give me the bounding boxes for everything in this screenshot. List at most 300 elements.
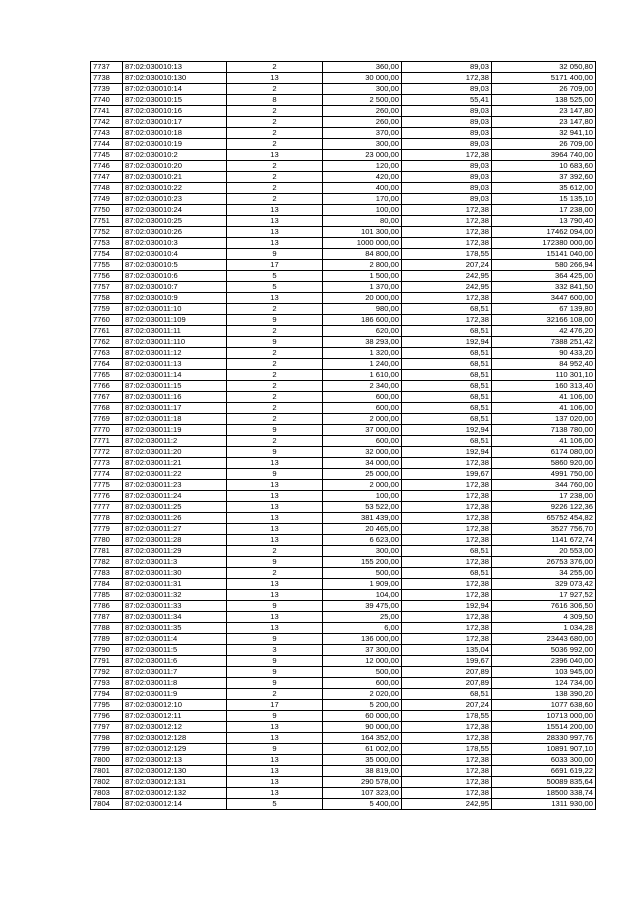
area-cell: 61 002,00 [323, 744, 402, 755]
table-row [91, 249, 596, 260]
row-number-cell: 7739 [91, 84, 123, 95]
table-row [91, 260, 596, 271]
table-row [91, 392, 596, 403]
cadastral-number-cell: 87:02:030010:17 [123, 117, 227, 128]
area-cell: 38 293,00 [323, 337, 402, 348]
area-cell: 1 610,00 [323, 370, 402, 381]
row-number-cell: 7780 [91, 535, 123, 546]
row-number-cell: 7741 [91, 106, 123, 117]
cadastral-value-cell: 28330 997,76 [492, 733, 596, 744]
rate-cell: 68,51 [402, 403, 492, 414]
area-cell: 20 000,00 [323, 293, 402, 304]
table-row [91, 403, 596, 414]
area-cell: 25,00 [323, 612, 402, 623]
table-row [91, 458, 596, 469]
rate-cell: 178,55 [402, 744, 492, 755]
row-number-cell: 7770 [91, 425, 123, 436]
rate-cell: 172,38 [402, 227, 492, 238]
area-cell: 170,00 [323, 194, 402, 205]
table-row [91, 128, 596, 139]
cadastral-value-cell: 42 476,20 [492, 326, 596, 337]
rate-cell: 172,38 [402, 293, 492, 304]
cadastral-number-cell: 87:02:030011:7 [123, 667, 227, 678]
group-code-cell: 9 [227, 711, 323, 722]
rate-cell: 68,51 [402, 392, 492, 403]
rate-cell: 192,94 [402, 425, 492, 436]
rate-cell: 172,38 [402, 766, 492, 777]
rate-cell: 172,38 [402, 557, 492, 568]
cadastral-value-cell: 1311 930,00 [492, 799, 596, 810]
cadastral-value-cell: 23 147,80 [492, 117, 596, 128]
cadastral-value-cell: 138 390,20 [492, 689, 596, 700]
cadastral-value-cell: 160 313,40 [492, 381, 596, 392]
rate-cell: 172,38 [402, 535, 492, 546]
area-cell: 2 500,00 [323, 95, 402, 106]
cadastral-number-cell: 87:02:030012:129 [123, 744, 227, 755]
area-cell: 136 000,00 [323, 634, 402, 645]
area-cell: 360,00 [323, 62, 402, 73]
cadastral-value-cell: 124 734,00 [492, 678, 596, 689]
area-cell: 186 600,00 [323, 315, 402, 326]
table-row [91, 238, 596, 249]
area-cell: 34 000,00 [323, 458, 402, 469]
cadastral-number-cell: 87:02:030010:13 [123, 62, 227, 73]
area-cell: 600,00 [323, 392, 402, 403]
area-cell: 600,00 [323, 678, 402, 689]
table-row [91, 282, 596, 293]
cadastral-value-cell: 172380 000,00 [492, 238, 596, 249]
row-number-cell: 7776 [91, 491, 123, 502]
cadastral-value-cell: 7388 251,42 [492, 337, 596, 348]
table-row [91, 381, 596, 392]
group-code-cell: 13 [227, 788, 323, 799]
table-row [91, 172, 596, 183]
group-code-cell: 2 [227, 139, 323, 150]
cadastral-number-cell: 87:02:030010:21 [123, 172, 227, 183]
area-cell: 260,00 [323, 117, 402, 128]
cadastral-value-cell: 138 525,00 [492, 95, 596, 106]
cadastral-value-table [90, 61, 596, 810]
table-row [91, 161, 596, 172]
table-row [91, 722, 596, 733]
table-row [91, 227, 596, 238]
cadastral-value-cell: 18500 338,74 [492, 788, 596, 799]
area-cell: 100,00 [323, 205, 402, 216]
cadastral-number-cell: 87:02:030011:2 [123, 436, 227, 447]
cadastral-number-cell: 87:02:030011:22 [123, 469, 227, 480]
cadastral-value-cell: 32 941,10 [492, 128, 596, 139]
row-number-cell: 7749 [91, 194, 123, 205]
rate-cell: 172,38 [402, 73, 492, 84]
rate-cell: 68,51 [402, 359, 492, 370]
rate-cell: 172,38 [402, 524, 492, 535]
cadastral-value-cell: 5036 992,00 [492, 645, 596, 656]
cadastral-number-cell: 87:02:030011:16 [123, 392, 227, 403]
cadastral-number-cell: 87:02:030011:25 [123, 502, 227, 513]
rate-cell: 68,51 [402, 546, 492, 557]
rate-cell: 68,51 [402, 689, 492, 700]
group-code-cell: 2 [227, 568, 323, 579]
cadastral-number-cell: 87:02:030012:131 [123, 777, 227, 788]
row-number-cell: 7767 [91, 392, 123, 403]
cadastral-number-cell: 87:02:030011:11 [123, 326, 227, 337]
area-cell: 23 000,00 [323, 150, 402, 161]
group-code-cell: 2 [227, 689, 323, 700]
cadastral-value-cell: 26 709,00 [492, 84, 596, 95]
row-number-cell: 7788 [91, 623, 123, 634]
area-cell: 2 800,00 [323, 260, 402, 271]
table-row [91, 95, 596, 106]
table-row [91, 634, 596, 645]
cadastral-value-cell: 3447 600,00 [492, 293, 596, 304]
rate-cell: 172,38 [402, 777, 492, 788]
area-cell: 39 475,00 [323, 601, 402, 612]
group-code-cell: 2 [227, 172, 323, 183]
rate-cell: 89,03 [402, 183, 492, 194]
row-number-cell: 7771 [91, 436, 123, 447]
table-row [91, 491, 596, 502]
cadastral-number-cell: 87:02:030011:32 [123, 590, 227, 601]
cadastral-value-cell: 9226 122,36 [492, 502, 596, 513]
cadastral-number-cell: 87:02:030011:35 [123, 623, 227, 634]
table-row [91, 788, 596, 799]
rate-cell: 55,41 [402, 95, 492, 106]
rate-cell: 172,38 [402, 216, 492, 227]
cadastral-number-cell: 87:02:030010:130 [123, 73, 227, 84]
area-cell: 620,00 [323, 326, 402, 337]
cadastral-value-cell: 26753 376,00 [492, 557, 596, 568]
group-code-cell: 2 [227, 348, 323, 359]
rate-cell: 172,38 [402, 634, 492, 645]
cadastral-number-cell: 87:02:030011:109 [123, 315, 227, 326]
row-number-cell: 7791 [91, 656, 123, 667]
table-row [91, 755, 596, 766]
group-code-cell: 2 [227, 403, 323, 414]
row-number-cell: 7758 [91, 293, 123, 304]
cadastral-number-cell: 87:02:030011:3 [123, 557, 227, 568]
row-number-cell: 7769 [91, 414, 123, 425]
rate-cell: 172,38 [402, 612, 492, 623]
group-code-cell: 13 [227, 612, 323, 623]
row-number-cell: 7790 [91, 645, 123, 656]
rate-cell: 172,38 [402, 491, 492, 502]
cadastral-number-cell: 87:02:030012:13 [123, 755, 227, 766]
table-row [91, 370, 596, 381]
rate-cell: 172,38 [402, 150, 492, 161]
area-cell: 1000 000,00 [323, 238, 402, 249]
table-row [91, 139, 596, 150]
table-row [91, 502, 596, 513]
rate-cell: 172,38 [402, 502, 492, 513]
table-row [91, 315, 596, 326]
group-code-cell: 13 [227, 205, 323, 216]
table-row [91, 271, 596, 282]
rate-cell: 242,95 [402, 799, 492, 810]
group-code-cell: 2 [227, 161, 323, 172]
cadastral-number-cell: 87:02:030011:27 [123, 524, 227, 535]
rate-cell: 192,94 [402, 337, 492, 348]
group-code-cell: 13 [227, 535, 323, 546]
area-cell: 2 340,00 [323, 381, 402, 392]
area-cell: 300,00 [323, 139, 402, 150]
area-cell: 37 300,00 [323, 645, 402, 656]
table-row [91, 447, 596, 458]
group-code-cell: 13 [227, 150, 323, 161]
table-row [91, 799, 596, 810]
row-number-cell: 7793 [91, 678, 123, 689]
area-cell: 35 000,00 [323, 755, 402, 766]
row-number-cell: 7763 [91, 348, 123, 359]
cadastral-value-cell: 7138 780,00 [492, 425, 596, 436]
row-number-cell: 7773 [91, 458, 123, 469]
table-row [91, 623, 596, 634]
area-cell: 1 240,00 [323, 359, 402, 370]
table-row [91, 612, 596, 623]
table-row [91, 425, 596, 436]
rate-cell: 89,03 [402, 139, 492, 150]
table-row [91, 568, 596, 579]
area-cell: 60 000,00 [323, 711, 402, 722]
group-code-cell: 13 [227, 238, 323, 249]
cadastral-number-cell: 87:02:030011:8 [123, 678, 227, 689]
cadastral-value-cell: 332 841,50 [492, 282, 596, 293]
cadastral-value-cell: 65752 454,82 [492, 513, 596, 524]
cadastral-number-cell: 87:02:030010:22 [123, 183, 227, 194]
group-code-cell: 9 [227, 469, 323, 480]
group-code-cell: 9 [227, 744, 323, 755]
group-code-cell: 9 [227, 656, 323, 667]
table-row [91, 579, 596, 590]
cadastral-value-cell: 580 266,94 [492, 260, 596, 271]
row-number-cell: 7747 [91, 172, 123, 183]
area-cell: 164 352,00 [323, 733, 402, 744]
cadastral-number-cell: 87:02:030010:19 [123, 139, 227, 150]
cadastral-value-cell: 5171 400,00 [492, 73, 596, 84]
area-cell: 500,00 [323, 667, 402, 678]
cadastral-value-cell: 344 760,00 [492, 480, 596, 491]
row-number-cell: 7761 [91, 326, 123, 337]
group-code-cell: 13 [227, 777, 323, 788]
cadastral-value-cell: 10891 907,10 [492, 744, 596, 755]
group-code-cell: 13 [227, 216, 323, 227]
rate-cell: 199,67 [402, 656, 492, 667]
row-number-cell: 7802 [91, 777, 123, 788]
rate-cell: 68,51 [402, 414, 492, 425]
cadastral-number-cell: 87:02:030011:5 [123, 645, 227, 656]
group-code-cell: 9 [227, 557, 323, 568]
cadastral-value-cell: 13 790,40 [492, 216, 596, 227]
rate-cell: 172,38 [402, 238, 492, 249]
cadastral-number-cell: 87:02:030011:13 [123, 359, 227, 370]
rate-cell: 68,51 [402, 326, 492, 337]
row-number-cell: 7785 [91, 590, 123, 601]
cadastral-value-cell: 137 020,00 [492, 414, 596, 425]
cadastral-value-cell: 6174 080,00 [492, 447, 596, 458]
cadastral-number-cell: 87:02:030011:6 [123, 656, 227, 667]
area-cell: 5 200,00 [323, 700, 402, 711]
cadastral-value-cell: 7616 306,50 [492, 601, 596, 612]
group-code-cell: 9 [227, 634, 323, 645]
cadastral-value-cell: 15141 040,00 [492, 249, 596, 260]
area-cell: 101 300,00 [323, 227, 402, 238]
cadastral-value-cell: 6691 619,22 [492, 766, 596, 777]
area-cell: 1 320,00 [323, 348, 402, 359]
group-code-cell: 2 [227, 546, 323, 557]
cadastral-value-cell: 20 553,00 [492, 546, 596, 557]
group-code-cell: 9 [227, 315, 323, 326]
rate-cell: 172,38 [402, 480, 492, 491]
rate-cell: 135,04 [402, 645, 492, 656]
rate-cell: 68,51 [402, 370, 492, 381]
area-cell: 84 800,00 [323, 249, 402, 260]
cadastral-number-cell: 87:02:030011:24 [123, 491, 227, 502]
group-code-cell: 2 [227, 381, 323, 392]
table-row [91, 337, 596, 348]
cadastral-value-cell: 26 709,00 [492, 139, 596, 150]
cadastral-value-cell: 50089 835,64 [492, 777, 596, 788]
table-row [91, 667, 596, 678]
group-code-cell: 13 [227, 733, 323, 744]
row-number-cell: 7755 [91, 260, 123, 271]
rate-cell: 172,38 [402, 315, 492, 326]
area-cell: 420,00 [323, 172, 402, 183]
rate-cell: 68,51 [402, 348, 492, 359]
cadastral-value-cell: 364 425,00 [492, 271, 596, 282]
rate-cell: 172,38 [402, 733, 492, 744]
rate-cell: 89,03 [402, 161, 492, 172]
rate-cell: 68,51 [402, 381, 492, 392]
rate-cell: 172,38 [402, 205, 492, 216]
row-number-cell: 7740 [91, 95, 123, 106]
cadastral-number-cell: 87:02:030010:9 [123, 293, 227, 304]
cadastral-number-cell: 87:02:030010:7 [123, 282, 227, 293]
rate-cell: 89,03 [402, 62, 492, 73]
table-row [91, 216, 596, 227]
table-row [91, 84, 596, 95]
table-row [91, 348, 596, 359]
area-cell: 600,00 [323, 403, 402, 414]
rate-cell: 172,38 [402, 513, 492, 524]
group-code-cell: 13 [227, 491, 323, 502]
table-row [91, 557, 596, 568]
group-code-cell: 2 [227, 436, 323, 447]
rate-cell: 242,95 [402, 271, 492, 282]
group-code-cell: 2 [227, 106, 323, 117]
row-number-cell: 7738 [91, 73, 123, 84]
rate-cell: 89,03 [402, 106, 492, 117]
group-code-cell: 5 [227, 282, 323, 293]
rate-cell: 68,51 [402, 304, 492, 315]
rate-cell: 199,67 [402, 469, 492, 480]
group-code-cell: 13 [227, 579, 323, 590]
cadastral-number-cell: 87:02:030010:26 [123, 227, 227, 238]
row-number-cell: 7774 [91, 469, 123, 480]
area-cell: 107 323,00 [323, 788, 402, 799]
cadastral-number-cell: 87:02:030010:15 [123, 95, 227, 106]
table-row [91, 535, 596, 546]
table-row [91, 293, 596, 304]
cadastral-value-cell: 90 433,20 [492, 348, 596, 359]
area-cell: 5 400,00 [323, 799, 402, 810]
row-number-cell: 7745 [91, 150, 123, 161]
cadastral-value-cell: 103 945,00 [492, 667, 596, 678]
row-number-cell: 7753 [91, 238, 123, 249]
group-code-cell: 2 [227, 194, 323, 205]
area-cell: 104,00 [323, 590, 402, 601]
data-table-container [90, 61, 595, 810]
group-code-cell: 5 [227, 799, 323, 810]
group-code-cell: 13 [227, 623, 323, 634]
table-row [91, 480, 596, 491]
cadastral-number-cell: 87:02:030010:14 [123, 84, 227, 95]
row-number-cell: 7759 [91, 304, 123, 315]
group-code-cell: 9 [227, 667, 323, 678]
area-cell: 2 000,00 [323, 480, 402, 491]
row-number-cell: 7748 [91, 183, 123, 194]
row-number-cell: 7781 [91, 546, 123, 557]
cadastral-number-cell: 87:02:030011:20 [123, 447, 227, 458]
row-number-cell: 7744 [91, 139, 123, 150]
row-number-cell: 7766 [91, 381, 123, 392]
cadastral-value-cell: 41 106,00 [492, 392, 596, 403]
row-number-cell: 7792 [91, 667, 123, 678]
group-code-cell: 2 [227, 359, 323, 370]
cadastral-number-cell: 87:02:030011:21 [123, 458, 227, 469]
table-row [91, 601, 596, 612]
table-row [91, 645, 596, 656]
cadastral-number-cell: 87:02:030011:29 [123, 546, 227, 557]
area-cell: 290 578,00 [323, 777, 402, 788]
rate-cell: 172,38 [402, 722, 492, 733]
group-code-cell: 8 [227, 95, 323, 106]
rate-cell: 89,03 [402, 128, 492, 139]
row-number-cell: 7799 [91, 744, 123, 755]
area-cell: 370,00 [323, 128, 402, 139]
cadastral-value-cell: 2396 040,00 [492, 656, 596, 667]
area-cell: 155 200,00 [323, 557, 402, 568]
cadastral-number-cell: 87:02:030011:31 [123, 579, 227, 590]
group-code-cell: 13 [227, 73, 323, 84]
table-row [91, 106, 596, 117]
cadastral-value-cell: 17462 094,00 [492, 227, 596, 238]
group-code-cell: 13 [227, 590, 323, 601]
group-code-cell: 5 [227, 271, 323, 282]
rate-cell: 192,94 [402, 601, 492, 612]
row-number-cell: 7768 [91, 403, 123, 414]
cadastral-number-cell: 87:02:030011:14 [123, 370, 227, 381]
table-row [91, 359, 596, 370]
cadastral-number-cell: 87:02:030011:26 [123, 513, 227, 524]
cadastral-value-cell: 84 952,40 [492, 359, 596, 370]
cadastral-number-cell: 87:02:030011:4 [123, 634, 227, 645]
table-row [91, 183, 596, 194]
cadastral-value-cell: 110 301,10 [492, 370, 596, 381]
table-row [91, 513, 596, 524]
area-cell: 120,00 [323, 161, 402, 172]
row-number-cell: 7765 [91, 370, 123, 381]
group-code-cell: 13 [227, 480, 323, 491]
table-row [91, 678, 596, 689]
row-number-cell: 7742 [91, 117, 123, 128]
table-row [91, 766, 596, 777]
cadastral-value-cell: 6033 300,00 [492, 755, 596, 766]
cadastral-value-cell: 3527 756,70 [492, 524, 596, 535]
row-number-cell: 7737 [91, 62, 123, 73]
area-cell: 300,00 [323, 546, 402, 557]
row-number-cell: 7784 [91, 579, 123, 590]
cadastral-number-cell: 87:02:030010:6 [123, 271, 227, 282]
table-row [91, 414, 596, 425]
